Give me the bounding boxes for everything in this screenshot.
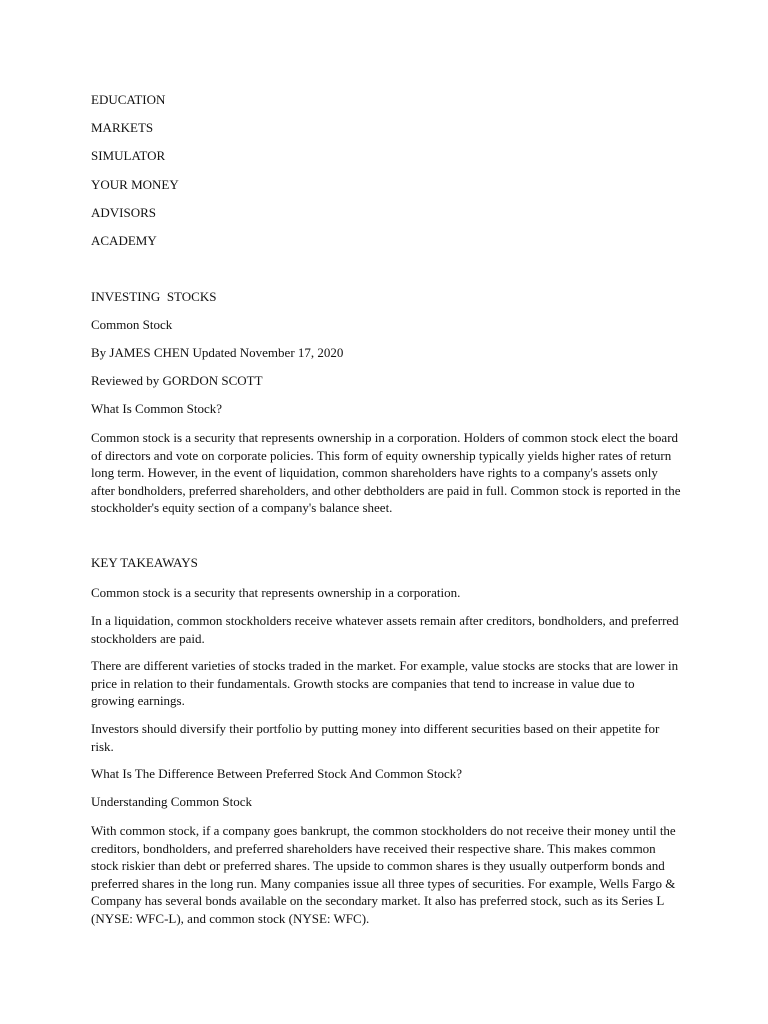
page-title: Common Stock xyxy=(91,317,173,332)
breadcrumb[interactable]: INVESTING STOCKS xyxy=(91,289,217,304)
key-takeaways-heading: KEY TAKEAWAYS xyxy=(91,555,198,570)
nav-item-education[interactable]: EDUCATION xyxy=(91,92,166,107)
difference-link[interactable]: What Is The Difference Between Preferred Stock And Common Stock? xyxy=(91,766,462,781)
reviewed-by: Reviewed by GORDON SCOTT xyxy=(91,373,263,388)
nav-item-markets[interactable]: MARKETS xyxy=(91,120,154,136)
byline: By JAMES CHEN Updated November 17, 2020 xyxy=(91,345,344,360)
nav-item-academy[interactable]: ACADEMY xyxy=(91,232,157,248)
nav-item-simulator[interactable]: SIMULATOR xyxy=(91,148,166,164)
nav-item-advisors[interactable]: ADVISORS xyxy=(91,204,157,220)
site-nav xyxy=(91,92,179,261)
nav-item-your-money[interactable]: YOUR MONEY xyxy=(91,176,179,192)
intro-paragraph: Common stock is a security that represents ownership in a corporation. Holders of common stock elect the board of directors and vote on corporate policies. This form of equity ownership typically yields higher rates of return long term. However, in the event of liquidation, common shareholders have rights to a company's assets only after bondholders, preferred shareholders, and other debtholders are paid in full. Common stock is reported in the stockholder's equity section of a company's balance sheet. xyxy=(91,430,681,515)
takeaway-item: Common stock is a security that represents ownership in a corporation. xyxy=(91,585,461,600)
takeaway-item: In a liquidation, common stockholders receive whatever assets remain after creditors, bondholders, and preferred stockholders are paid. xyxy=(91,613,679,646)
understanding-paragraph: With common stock, if a company goes bankrupt, the common stockholders do not receive their money until the creditors, bondholders, and preferred shareholders have received their respective share. This makes common stock riskier than debt or preferred shares. The upside to common shares is they usually outperform bonds and preferred shares in the long run. Many companies issue all three types of securities. For example, Wells Fargo & Company has several bonds available on the secondary market. It also has preferred stock, such as its Series L (NYSE: WFC-L), and common stock (NYSE: WFC). xyxy=(91,823,676,926)
takeaway-item: There are different varieties of stocks traded in the market. For example, value stocks are stocks that are lower in price in relation to their fundamentals. Growth stocks are companies that tend to increase in value due to growing earnings. xyxy=(91,658,679,708)
takeaway-item: Investors should diversify their portfolio by putting money into different securities based on their appetite for risk. xyxy=(91,721,660,754)
section-heading-understanding: Understanding Common Stock xyxy=(91,794,253,809)
section-heading-what-is: What Is Common Stock? xyxy=(91,401,223,416)
